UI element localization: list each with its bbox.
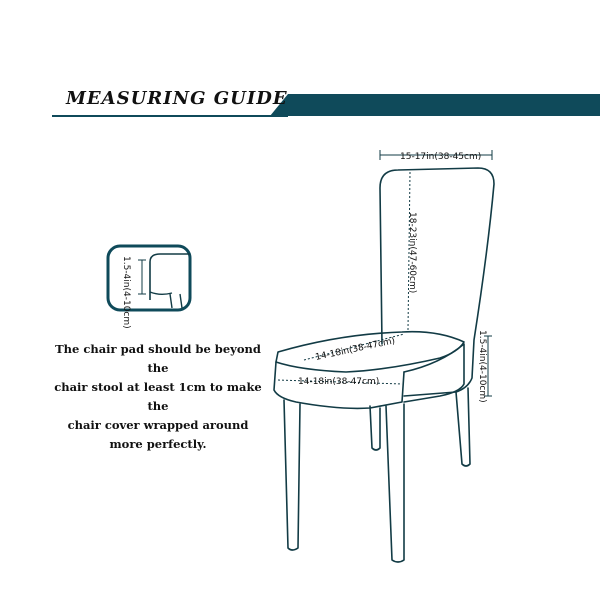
chair-leg-back-left xyxy=(370,406,380,450)
note-line: more perfectly. xyxy=(109,437,207,451)
seat-depth-label: 14-18in(38-47cm) xyxy=(314,336,397,363)
chair-leg-front-right xyxy=(386,404,404,562)
note-line: chair stool at least 1cm to make the xyxy=(54,380,262,413)
seat-width-label: 14-18in(38-47cm) xyxy=(298,377,380,387)
note-line: chair cover wrapped around xyxy=(67,418,249,432)
note-line: The chair pad should be beyond the xyxy=(55,342,261,375)
chair-seat-top xyxy=(276,332,464,372)
chair-leg-back-right xyxy=(456,388,470,466)
page-title: MEASURING GUIDE xyxy=(66,88,288,109)
back-width-label: 15-17in(38-45cm) xyxy=(400,152,482,162)
back-height-label: 18-23in(47-60cm) xyxy=(407,212,417,294)
seat-thickness-label: 1.5-4in(4-10cm) xyxy=(477,330,487,403)
inset-thickness-label: 1.5-4in(4-10cm) xyxy=(121,256,131,329)
installation-note xyxy=(52,340,264,454)
chair-leg-front-left xyxy=(284,400,300,550)
